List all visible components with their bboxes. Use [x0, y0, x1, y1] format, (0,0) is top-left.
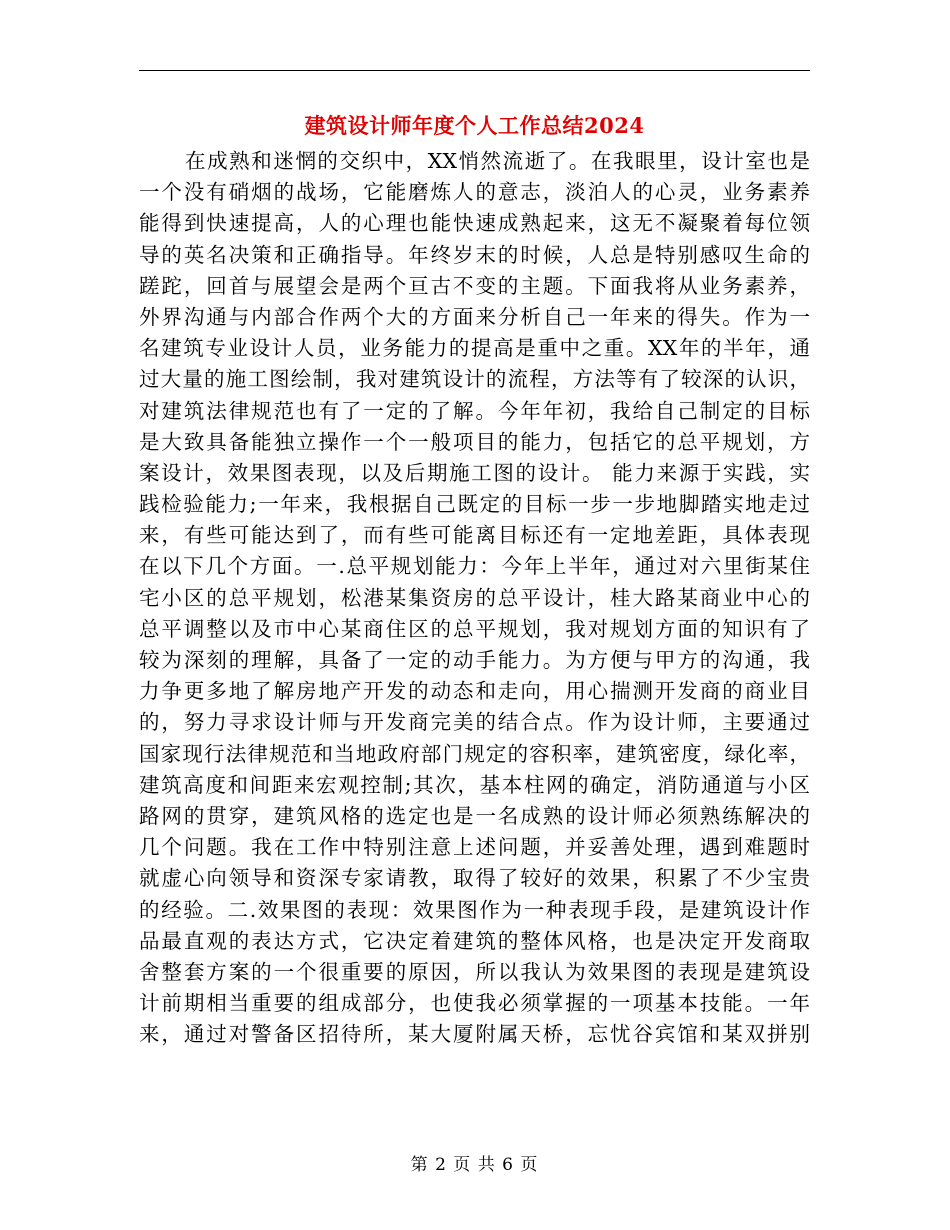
header-rule	[139, 70, 810, 71]
document-title: 建筑设计师年度个人工作总结2024	[304, 113, 645, 138]
body-text-line: 来，有些可能达到了，而有些可能离目标还有一定地差距，具体表现	[139, 523, 810, 548]
body-text-line: 来，通过对警备区招待所，某大厦附属天桥，忘忧谷宾馆和某双拼别	[139, 1022, 810, 1047]
body-text-line: 对建筑法律规范也有了一定的了解。今年年初，我给自己制定的目标	[139, 398, 810, 423]
body-text-line: 计前期相当重要的组成部分，也使我必须掌握的一项基本技能。一年	[139, 991, 810, 1016]
body-text-line: 践检验能力;一年来，我根据自己既定的目标一步一步地脚踏实地走过	[139, 492, 810, 517]
body-text-line: 能得到快速提高，人的心理也能快速成熟起来，这无不凝聚着每位领	[139, 211, 810, 236]
body-text-line: 过大量的施工图绘制，我对建筑设计的流程，方法等有了较深的认识，	[139, 367, 810, 392]
page-number-footer: 第 2 页 共 6 页	[410, 1155, 539, 1175]
body-text-line: 总平调整以及市中心某商住区的总平规划，我对规划方面的知识有了	[139, 616, 810, 641]
body-text-line: 蹉跎，回首与展望会是两个亘古不变的主题。下面我将从业务素养，	[139, 273, 810, 298]
body-text-line: 较为深刻的理解，具备了一定的动手能力。为方便与甲方的沟通，我	[139, 648, 810, 672]
body-text-line: 的经验。二.效果图的表现：效果图作为一种表现手段，是建筑设计作	[139, 897, 810, 922]
body-text-line: 国家现行法律规范和当地政府部门规定的容积率，建筑密度，绿化率，	[139, 741, 810, 766]
body-text-line: 建筑高度和间距来宏观控制;其次，基本柱网的确定，消防通道与小区	[139, 772, 810, 797]
body-text-line: 宅小区的总平规划，松港某集资房的总平设计，桂大路某商业中心的	[139, 585, 810, 610]
body-text-line: 舍整套方案的一个很重要的原因，所以我认为效果图的表现是建筑设	[139, 959, 810, 984]
body-text-line: 就虚心向领导和资深专家请教，取得了较好的效果，积累了不少宝贵	[139, 866, 810, 891]
body-text-line: 几个问题。我在工作中特别注意上述问题，并妥善处理，遇到难题时	[139, 835, 810, 860]
body-text-line: 力争更多地了解房地产开发的动态和走向，用心揣测开发商的商业目	[139, 679, 810, 704]
body-text-line: 外界沟通与内部合作两个大的方面来分析自己一年来的得失。作为一	[139, 304, 810, 329]
body-text-line: 案设计，效果图表现，以及后期施工图的设计。 能力来源于实践，实	[139, 460, 810, 485]
body-text-line: 的，努力寻求设计师与开发商完美的结合点。作为设计师，主要通过	[139, 710, 810, 735]
body-text-line: 路网的贯穿，建筑风格的选定也是一名成熟的设计师必须熟练解决的	[139, 803, 810, 828]
body-text-line: 在成熟和迷惘的交织中，XX悄然流逝了。在我眼里，设计室也是	[185, 149, 810, 173]
body-text-line: 品最直观的表达方式，它决定着建筑的整体风格，也是决定开发商取	[139, 928, 810, 953]
body-text-line: 在以下几个方面。一.总平规划能力：今年上半年，通过对六里街某住	[139, 554, 810, 579]
document-body	[139, 146, 810, 1050]
body-text-line: 名建筑专业设计人员，业务能力的提高是重中之重。XX年的半年，通	[139, 336, 810, 361]
body-text-line: 是大致具备能独立操作一个一般项目的能力，包括它的总平规划，方	[139, 429, 810, 454]
body-text-line: 一个没有硝烟的战场，它能磨炼人的意志，淡泊人的心灵，业务素养	[139, 180, 810, 205]
body-text-line: 导的英名决策和正确指导。年终岁末的时候，人总是特别感叹生命的	[139, 242, 810, 267]
